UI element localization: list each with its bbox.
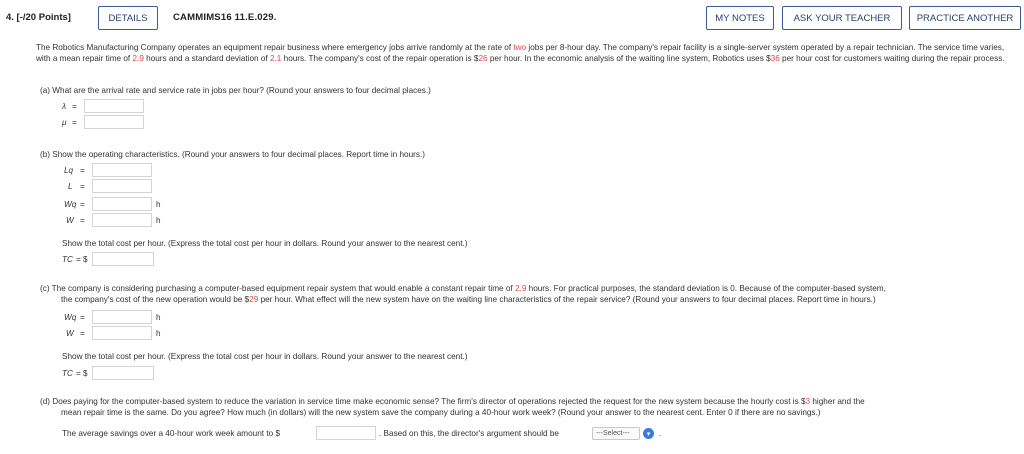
tc-label: TC	[62, 369, 73, 378]
savings-input[interactable]	[316, 426, 376, 440]
question-header	[0, 0, 1024, 34]
intro-text: The Robotics Manufacturing Company operates an equipment repair business where emergency jobs arrive randomly at the rate of	[36, 43, 514, 52]
l-input[interactable]	[92, 179, 152, 193]
intro-text: hours and a standard deviation of	[143, 54, 270, 63]
wq-label: Wq	[64, 200, 77, 209]
part-a-prompt: (a) What are the arrival rate and service rate in jobs per hour? (Round your answers to four decimal places.)	[40, 86, 431, 95]
part-b-prompt: (b) Show the operating characteristics. (Round your answers to four decimal places. Report time in hours.)	[40, 150, 425, 159]
l-label: L	[68, 182, 73, 191]
part-c-text: hours. For practical purposes, the standard deviation is 0. Because of the computer-based system,	[526, 284, 886, 293]
c-wq-input[interactable]	[92, 310, 152, 324]
my-notes-button[interactable]: MY NOTES	[706, 6, 774, 30]
equals-sign: =	[80, 200, 85, 209]
wq-label: Wq	[64, 313, 77, 322]
problem-intro	[36, 42, 1011, 64]
argument-select[interactable]: ---Select---	[592, 427, 640, 440]
mean-time-value: 2.9	[132, 54, 144, 63]
equals-sign: =	[80, 182, 85, 191]
lq-input[interactable]	[92, 163, 152, 177]
wait-cost-value: 36	[770, 54, 780, 63]
question-number: 4. [-/20 Points]	[6, 12, 71, 23]
part-c-text: per hour. What effect will the new system have on the waiting line characteristics of the repair service? (Round your answers to four decimal places. Report time in hours.)	[258, 295, 876, 304]
new-cost-value: 29	[249, 295, 259, 304]
part-d-text: higher and the	[810, 397, 865, 406]
hours-unit: h	[156, 216, 161, 225]
savings-prompt: The average savings over a 40-hour work week amount to $	[62, 429, 280, 438]
c-w-input[interactable]	[92, 326, 152, 340]
tc-equals: = $	[76, 369, 88, 378]
repair-cost-value: 26	[478, 54, 488, 63]
tc-input[interactable]	[92, 252, 154, 266]
tc-equals: = $	[76, 255, 88, 264]
rate-value: two	[513, 43, 527, 52]
equals-sign: =	[80, 329, 85, 338]
part-c-text: (c) The company is considering purchasing a computer-based equipment repair system that would enable a constant repair time of	[40, 284, 515, 293]
part-d-text: mean repair time is the same. Do you agree? How much (in dollars) will the new system save the company during a 40-hour work week? (Round your answer to the nearest cent. Enter 0 if there are no savings.)	[61, 408, 821, 417]
lq-label: Lq	[64, 166, 74, 175]
equals-sign: =	[72, 102, 77, 111]
w-label: W	[66, 329, 74, 338]
higher-amount-value: 3	[805, 397, 811, 406]
part-d-prompt	[40, 396, 1024, 418]
intro-text: jobs per 8-hour day. The company's repair facility is a single-server system operated by a repair technician. The service time varies, with a mean repair time of	[36, 43, 1005, 63]
circle-chevron-icon[interactable]: ▾	[643, 428, 654, 439]
hours-unit: h	[156, 200, 161, 209]
mu-input[interactable]	[84, 115, 144, 129]
details-button[interactable]: DETAILS	[98, 6, 158, 30]
director-prompt: . Based on this, the director's argument should be	[379, 429, 559, 438]
lambda-input[interactable]	[84, 99, 144, 113]
part-b-cost-prompt: Show the total cost per hour. (Express the total cost per hour in dollars. Round your answer to the nearest cent.)	[62, 239, 468, 248]
tc-label: TC	[62, 255, 73, 264]
equals-sign: =	[72, 118, 77, 127]
hours-unit: h	[156, 329, 161, 338]
equals-sign: =	[80, 216, 85, 225]
mu-label: μ	[62, 118, 67, 127]
const-time-value: 2.9	[514, 284, 527, 293]
w-input[interactable]	[92, 213, 152, 227]
equals-sign: =	[80, 313, 85, 322]
intro-text: per hour cost for customers waiting during the repair process.	[779, 54, 1005, 63]
part-c-prompt	[40, 283, 1024, 305]
lambda-label: λ	[62, 102, 67, 111]
equals-sign: =	[80, 166, 85, 175]
part-c-cost-prompt: Show the total cost per hour. (Express the total cost per hour in dollars. Round your answer to the nearest cent.)	[62, 352, 468, 361]
wq-input[interactable]	[92, 197, 152, 211]
part-c-text: the company's cost of the new operation would be $	[61, 295, 250, 304]
w-label: W	[66, 216, 74, 225]
hours-unit: h	[156, 313, 161, 322]
intro-text: per hour. In the economic analysis of the waiting line system, Robotics uses $	[487, 54, 771, 63]
std-dev-value: 2.1	[269, 54, 282, 63]
c-tc-input[interactable]	[92, 366, 154, 380]
intro-text: hours. The company's cost of the repair operation is $	[281, 54, 479, 63]
practice-another-button[interactable]: PRACTICE ANOTHER	[909, 6, 1021, 30]
problem-code: CAMMIMS16 11.E.029.	[173, 12, 277, 23]
part-d-text: (d) Does paying for the computer-based system to reduce the variation in service time make economic sense? The firm's director of operations rejected the request for the new system because the hourly cost is $	[40, 397, 806, 406]
ask-teacher-button[interactable]: ASK YOUR TEACHER	[782, 6, 902, 30]
end-period: .	[659, 429, 662, 438]
